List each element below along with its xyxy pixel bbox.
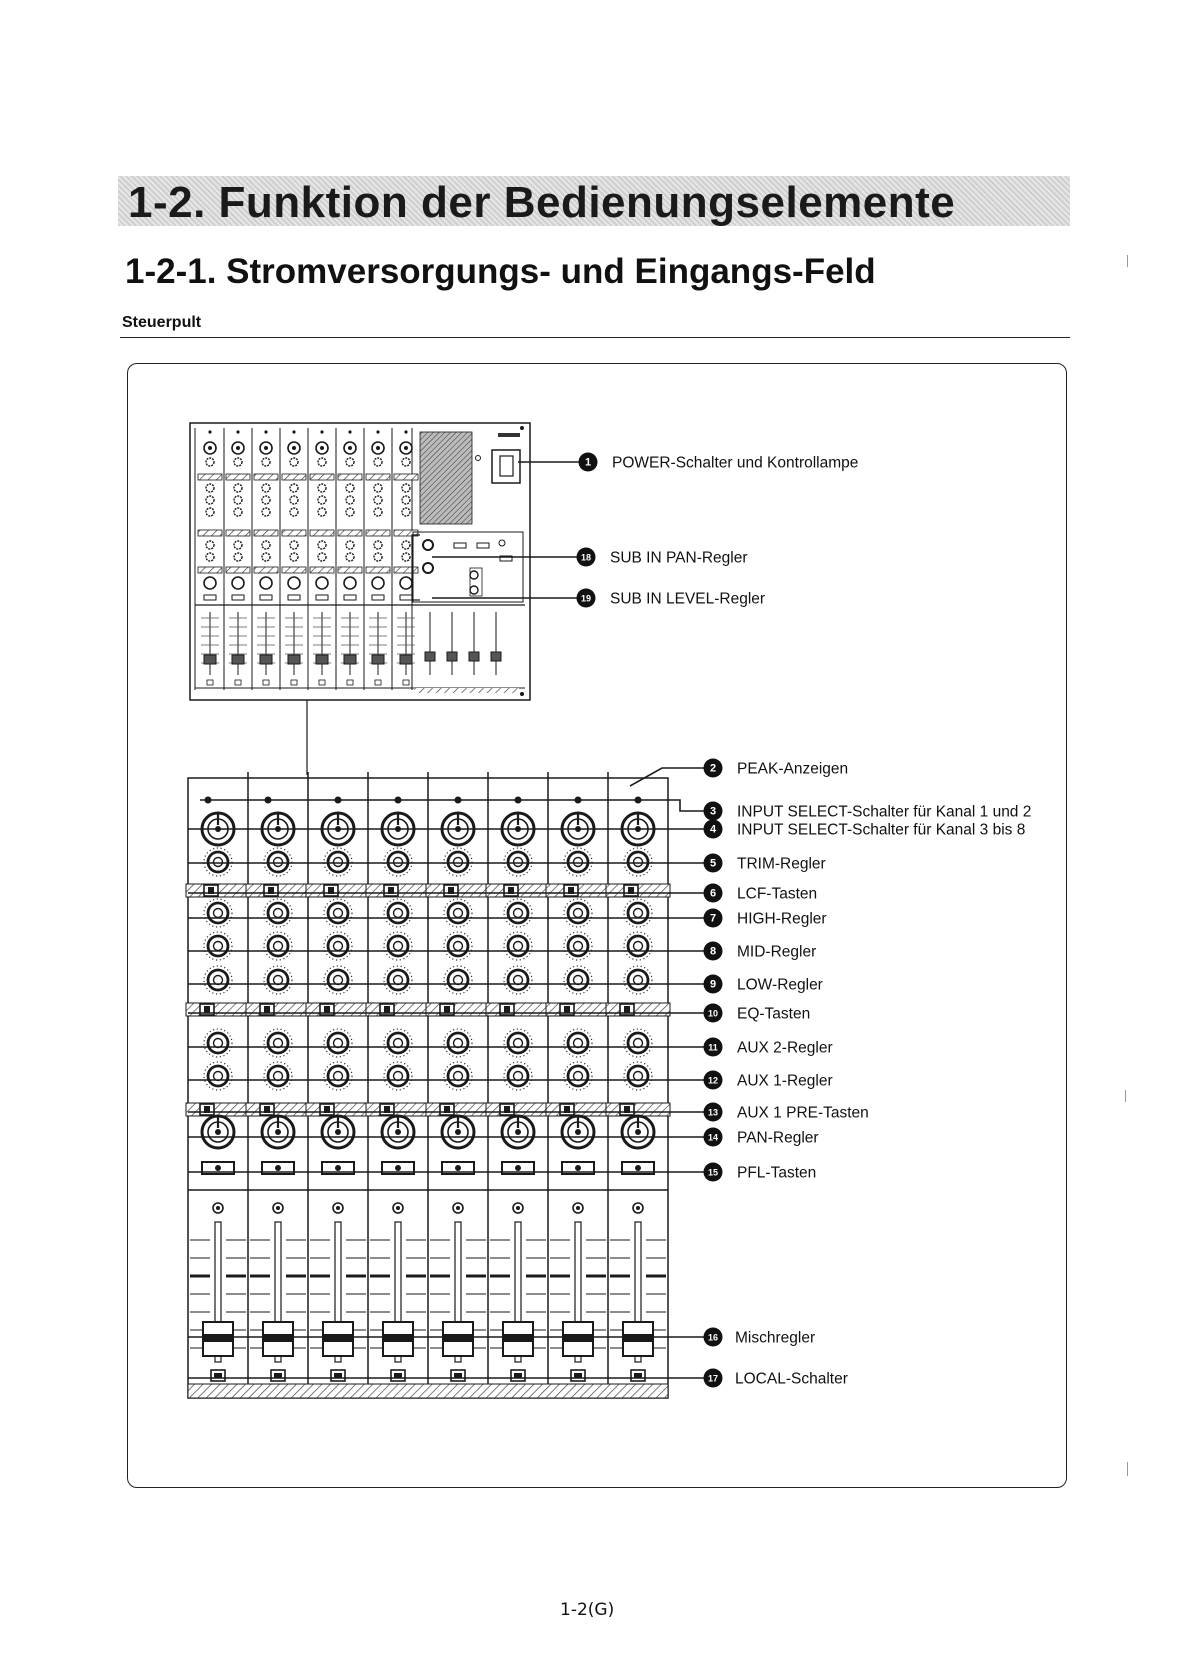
callout-label: TRIM-Regler (737, 855, 826, 873)
rotary-knob-small (262, 553, 270, 561)
pfl-small (344, 595, 356, 600)
eq-button-led (624, 1006, 630, 1013)
knob-center (348, 446, 352, 450)
knob-center (264, 446, 268, 450)
callout-number: 13 (707, 1107, 719, 1118)
rotary-knob-small (374, 508, 382, 516)
rotary-knob-small (206, 508, 214, 516)
fader-cap-bar (323, 1334, 353, 1342)
low-knob-cap (274, 976, 283, 985)
rotary-knob-small (234, 541, 242, 549)
mid-knob-cap (454, 942, 463, 951)
knob-center (236, 446, 240, 450)
aux1-pre-strip (546, 1103, 610, 1116)
rotary-knob-small (318, 553, 326, 561)
callout-number: 6 (709, 887, 717, 900)
trim-knob-cap (514, 858, 523, 867)
rotary-knob-small (374, 484, 382, 492)
aux1-knob-cap (214, 1072, 223, 1081)
trim-knob-cap (454, 858, 463, 867)
fader-cap-bar (383, 1334, 413, 1342)
rotary-knob-small (206, 496, 214, 504)
mid-knob-cap (274, 942, 283, 951)
aux1-pre-strip (306, 1103, 370, 1116)
rotary-knob-small (206, 553, 214, 561)
page-number: 1-2(G) (560, 1600, 615, 1620)
rotary-knob-small (206, 484, 214, 492)
pfl-button-led (455, 1165, 461, 1171)
callout-number: 10 (707, 1008, 719, 1019)
pfl-small (204, 595, 216, 600)
rotary-knob-small (374, 541, 382, 549)
peak-led (292, 430, 295, 433)
rotary-knob-small (402, 458, 410, 466)
rotary-knob-small (402, 508, 410, 516)
peak-led (320, 430, 323, 433)
pan-knob-small (204, 577, 216, 589)
rotary-knob-small (206, 458, 214, 466)
master-fader-cap (491, 652, 501, 661)
fader-indicator-dot (636, 1206, 640, 1210)
eq-strip (306, 1003, 370, 1016)
fader-cap-small (288, 655, 300, 664)
fader-cap-bar (563, 1334, 593, 1342)
rotary-knob-small (374, 553, 382, 561)
fader-cap-bar (623, 1334, 653, 1342)
low-knob-cap (214, 976, 223, 985)
pfl-button-led (395, 1165, 401, 1171)
rotary-knob-small (346, 541, 354, 549)
pan-knob-small (316, 577, 328, 589)
callout-number: 15 (707, 1167, 719, 1178)
local-small (347, 680, 353, 685)
aux2-knob-cap (634, 1039, 643, 1048)
aux2-knob-cap (574, 1039, 583, 1048)
aux1-pre-strip (186, 1103, 250, 1116)
mid-knob-cap (394, 942, 403, 951)
fader-cap-small (400, 655, 412, 664)
aux1-knob-cap (454, 1072, 463, 1081)
pan-knob-center (635, 1129, 641, 1135)
button-row-small (226, 530, 250, 536)
fader-cap-bar (503, 1334, 533, 1342)
aux1-knob-cap (394, 1072, 403, 1081)
fader-indicator-dot (456, 1206, 460, 1210)
button-row-small (394, 567, 418, 573)
fader-indicator-dot (216, 1206, 220, 1210)
pan-knob-center (335, 1129, 341, 1135)
rotary-knob-small (346, 553, 354, 561)
trim-knob-cap (394, 858, 403, 867)
rotary-knob-small (318, 458, 326, 466)
peak-led (404, 430, 407, 433)
rotary-knob-small (346, 458, 354, 466)
eq-button-led (444, 1006, 450, 1013)
aux1-knob-cap (514, 1072, 523, 1081)
pan-knob-small (344, 577, 356, 589)
local-small (207, 680, 213, 685)
pan-knob-center (275, 1129, 281, 1135)
aux2-knob-cap (274, 1039, 283, 1048)
aux2-knob-cap (454, 1039, 463, 1048)
trim-knob-cap (274, 858, 283, 867)
rotary-knob-small (318, 541, 326, 549)
low-knob-cap (514, 976, 523, 985)
peak-led (348, 430, 351, 433)
rotary-knob-small (402, 484, 410, 492)
aux2-knob-cap (214, 1039, 223, 1048)
pan-knob-small (232, 577, 244, 589)
rotary-knob-small (346, 496, 354, 504)
button-row-small (254, 474, 278, 480)
callout-number: 2 (709, 762, 717, 775)
fader-cap-small (260, 655, 272, 664)
pan-knob-center (215, 1129, 221, 1135)
fader-cap-small (204, 655, 216, 664)
pfl-small (316, 595, 328, 600)
callout-label: PFL-Tasten (737, 1164, 817, 1182)
rotary-knob-small (346, 508, 354, 516)
master-fader-cap (425, 652, 435, 661)
button-row-small (338, 530, 362, 536)
low-knob-cap (634, 976, 643, 985)
pan-knob-center (455, 1129, 461, 1135)
rotary-knob-small (262, 458, 270, 466)
eq-button-led (564, 1006, 570, 1013)
callout-number: 9 (709, 978, 717, 991)
pfl-button-led (575, 1165, 581, 1171)
button-row-small (254, 530, 278, 536)
knob-center (404, 446, 408, 450)
peak-led (264, 430, 267, 433)
pan-knob-small (288, 577, 300, 589)
rotary-knob-small (262, 496, 270, 504)
scan-mark (1125, 1090, 1126, 1102)
aux2-knob-cap (514, 1039, 523, 1048)
high-knob-cap (574, 909, 583, 918)
rotary-knob-small (262, 508, 270, 516)
rotary-knob-small (318, 496, 326, 504)
mid-knob-cap (334, 942, 343, 951)
pfl-button-led (515, 1165, 521, 1171)
eq-button-led (264, 1006, 270, 1013)
rotary-knob-small (234, 484, 242, 492)
pan-knob-center (395, 1129, 401, 1135)
pan-knob-small (372, 577, 384, 589)
sub-button (454, 543, 466, 548)
panel-label: Steuerpult (122, 314, 202, 331)
aux2-knob-cap (394, 1039, 403, 1048)
mid-knob-cap (514, 942, 523, 951)
aux1-pre-strip (246, 1103, 310, 1116)
rotary-knob-small (374, 458, 382, 466)
callout-number: 17 (707, 1373, 719, 1384)
eq-strip (186, 1003, 250, 1016)
trim-knob-cap (214, 858, 223, 867)
master-fader-cap (469, 652, 479, 661)
button-row-small (366, 530, 390, 536)
pfl-button-led (275, 1165, 281, 1171)
pfl-small (232, 595, 244, 600)
button-row-small (310, 474, 334, 480)
trim-knob-cap (574, 858, 583, 867)
local-small (263, 680, 269, 685)
trim-knob-cap (334, 858, 343, 867)
section-title: 1-2. Funktion der Bedienungselemente (128, 178, 956, 227)
fader-cap-bar (263, 1334, 293, 1342)
callout-number: 4 (709, 823, 717, 836)
channel-strip-detail (186, 772, 670, 1398)
pfl-small (288, 595, 300, 600)
fader-indicator-dot (336, 1206, 340, 1210)
eq-button-led (204, 1006, 210, 1013)
callout-label: LOW-Regler (737, 976, 823, 994)
pfl-small (400, 595, 412, 600)
callout-label: MID-Regler (737, 943, 817, 961)
aux1-pre-strip (366, 1103, 430, 1116)
button-row-small (226, 474, 250, 480)
fader-cap-small (344, 655, 356, 664)
callout-label: AUX 1-Regler (737, 1072, 833, 1090)
rotary-knob-small (290, 541, 298, 549)
peak-led (208, 430, 211, 433)
power-switch (500, 456, 513, 476)
local-small (291, 680, 297, 685)
master-meter-block (420, 432, 472, 524)
knob-center (320, 446, 324, 450)
eq-button-led (384, 1006, 390, 1013)
rotary-knob-small (318, 508, 326, 516)
pan-knob-center (515, 1129, 521, 1135)
eq-strip (246, 1003, 310, 1016)
eq-strip (606, 1003, 670, 1016)
eq-strip (486, 1003, 550, 1016)
peak-led (236, 430, 239, 433)
rotary-knob-small (262, 541, 270, 549)
sub-in-pan-knob-small (423, 540, 433, 550)
button-row-small (310, 530, 334, 536)
rotary-knob-small (290, 458, 298, 466)
rotary-knob-small (262, 484, 270, 492)
callout-number: 14 (707, 1132, 719, 1143)
rotary-knob-small (234, 553, 242, 561)
rotary-knob-small (318, 484, 326, 492)
callout-label: POWER-Schalter und Kontrollampe (612, 454, 859, 472)
sub-in-level-knob-small (423, 563, 433, 573)
trim-knob-cap (634, 858, 643, 867)
fader-indicator-dot (276, 1206, 280, 1210)
sub-button (477, 543, 489, 548)
rotary-knob-small (234, 458, 242, 466)
callout-label: PEAK-Anzeigen (737, 760, 849, 778)
callout-number: 5 (709, 857, 717, 870)
low-knob-cap (334, 976, 343, 985)
callout-number: 8 (709, 945, 717, 958)
pan-knob-small (260, 577, 272, 589)
button-row-small (226, 567, 250, 573)
screw (520, 692, 524, 696)
pfl-button-led (335, 1165, 341, 1171)
eq-button-led (504, 1006, 510, 1013)
low-knob-cap (394, 976, 403, 985)
bottom-hatch (188, 1384, 668, 1398)
callout-number: 16 (707, 1332, 719, 1343)
aux1-pre-strip (606, 1103, 670, 1116)
pan-knob-center (575, 1129, 581, 1135)
high-knob-cap (334, 909, 343, 918)
sub-knob (470, 586, 478, 594)
callout-label: PAN-Regler (737, 1129, 819, 1147)
fader-cap-small (316, 655, 328, 664)
rotary-knob-small (402, 496, 410, 504)
sub-led (499, 540, 505, 546)
knob-center (292, 446, 296, 450)
pan-knob-small (400, 577, 412, 589)
local-small (403, 680, 409, 685)
pfl-small (260, 595, 272, 600)
pfl-button-led (215, 1165, 221, 1171)
callout-label: Mischregler (735, 1329, 816, 1347)
local-small (235, 680, 241, 685)
local-small (319, 680, 325, 685)
rotary-knob-small (234, 508, 242, 516)
console-overview (190, 423, 530, 775)
mid-knob-cap (574, 942, 583, 951)
low-knob-cap (454, 976, 463, 985)
aux1-pre-strip (486, 1103, 550, 1116)
callout-label: HIGH-Regler (737, 910, 827, 928)
high-knob-cap (214, 909, 223, 918)
low-knob-cap (574, 976, 583, 985)
callout-number: 18 (580, 552, 592, 563)
high-knob-cap (634, 909, 643, 918)
high-knob-cap (454, 909, 463, 918)
fader-cap-small (232, 655, 244, 664)
knob-center (208, 446, 212, 450)
button-row-small (254, 567, 278, 573)
fader-indicator-dot (396, 1206, 400, 1210)
fader-cap-small (372, 655, 384, 664)
button-row-small (198, 567, 222, 573)
callout-number: 7 (709, 912, 717, 925)
power-lamp (476, 456, 481, 461)
sub-knob (470, 571, 478, 579)
button-row-small (282, 530, 306, 536)
rotary-knob-small (206, 541, 214, 549)
local-small (375, 680, 381, 685)
rotary-knob-small (290, 508, 298, 516)
button-row-small (310, 567, 334, 573)
fader-indicator-dot (516, 1206, 520, 1210)
high-knob-cap (274, 909, 283, 918)
callout-label: SUB IN PAN-Regler (610, 549, 748, 567)
callout-number: 11 (708, 1042, 718, 1053)
aux2-knob-cap (334, 1039, 343, 1048)
rotary-knob-small (290, 496, 298, 504)
pfl-small (372, 595, 384, 600)
button-row-small (338, 567, 362, 573)
rotary-knob-small (402, 541, 410, 549)
fader-cap-bar (443, 1334, 473, 1342)
screw (520, 426, 524, 430)
fader-cap-bar (203, 1334, 233, 1342)
eq-strip (366, 1003, 430, 1016)
button-row-small (366, 474, 390, 480)
peak-led (376, 430, 379, 433)
pfl-button-led (635, 1165, 641, 1171)
callout-label: AUX 2-Regler (737, 1039, 833, 1057)
knob-center (376, 446, 380, 450)
master-hatch (414, 688, 519, 693)
aux1-pre-strip (426, 1103, 490, 1116)
callout-number: 19 (580, 593, 592, 604)
callout-label: LCF-Tasten (737, 885, 818, 903)
callout-number: 3 (709, 805, 717, 818)
aux1-knob-cap (634, 1072, 643, 1081)
button-row-small (198, 474, 222, 480)
callout-number: 12 (707, 1075, 719, 1086)
brand-logo: SONY (499, 427, 519, 434)
high-knob-cap (394, 909, 403, 918)
mid-knob-cap (634, 942, 643, 951)
aux1-knob-cap (574, 1072, 583, 1081)
scan-mark (1127, 1462, 1128, 1476)
callout-label: INPUT SELECT-Schalter für Kanal 3 bis 8 (737, 821, 1026, 839)
callout-label: EQ-Tasten (737, 1005, 811, 1023)
rotary-knob-small (290, 484, 298, 492)
button-row-small (394, 474, 418, 480)
eq-button-led (324, 1006, 330, 1013)
fader-indicator-dot (576, 1206, 580, 1210)
rotary-knob-small (234, 496, 242, 504)
callout-label: LOCAL-Schalter (735, 1370, 848, 1388)
rotary-knob-small (346, 484, 354, 492)
button-row-small (338, 474, 362, 480)
aux1-knob-cap (334, 1072, 343, 1081)
button-row-small (282, 474, 306, 480)
callout-label: SUB IN LEVEL-Regler (610, 590, 766, 608)
button-row-small (282, 567, 306, 573)
eq-strip (426, 1003, 490, 1016)
callout-number: 1 (584, 456, 592, 469)
rotary-knob-small (402, 553, 410, 561)
aux1-knob-cap (274, 1072, 283, 1081)
scan-mark (1127, 255, 1128, 267)
callout-label: AUX 1 PRE-Tasten (737, 1104, 869, 1122)
master-fader-cap (447, 652, 457, 661)
subsection-title: 1-2-1. Stromversorgungs- und Eingangs-Feld (125, 252, 876, 291)
button-row-small (366, 567, 390, 573)
rotary-knob-small (290, 553, 298, 561)
callout-label: INPUT SELECT-Schalter für Kanal 1 und 2 (737, 803, 1032, 821)
eq-strip (546, 1003, 610, 1016)
high-knob-cap (514, 909, 523, 918)
rotary-knob-small (374, 496, 382, 504)
mid-knob-cap (214, 942, 223, 951)
button-row-small (198, 530, 222, 536)
